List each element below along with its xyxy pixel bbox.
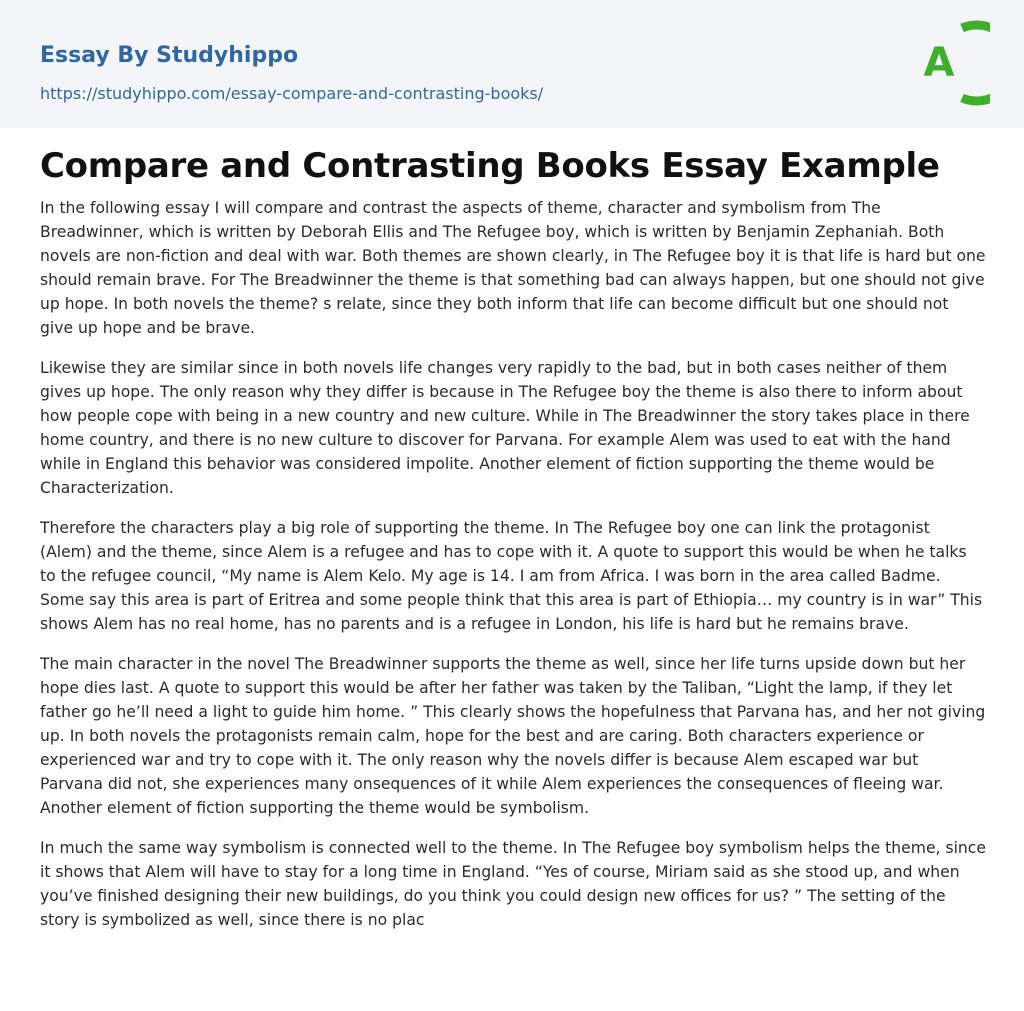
paragraph-3: Therefore the characters play a big role of supporting the theme. In The Refugee boy one can link the protagonist (Alem) and the theme, since Alem is a refugee and has to cope with it. A quote to support this would be when he talks to the refugee council, “My name is Alem Kelo. My age is 14. I am from Africa. I was born in the area called Badme. Some say this area is part of Eritrea and some people think that this area is part of Ethiopia… my country is in war” This shows Alem has no real home, has no parents and is a refugee in London, his life is hard but he remains brave. bbox=[40, 519, 983, 633]
paragraph-2: Likewise they are similar since in both novels life changes very rapidly to the bad, but in both cases neither of them gives up hope. The only reason why they differ is because in The Refugee boy the theme is also there to inform about how people cope with being in a new country and new culture. While in The Breadwinner the story takes place in there home country, and there is no new culture to discover for Parvana. For example Alem was used to eat with the hand while in England this behavior was considered impolite. Another element of fiction supporting the theme would be Characterization. bbox=[40, 359, 970, 497]
brand-title: Essay By Studyhippo bbox=[40, 43, 299, 68]
source-url-link[interactable]: https://studyhippo.com/essay-compare-and-contrasting-books/ bbox=[40, 84, 544, 103]
paragraph-5: In much the same way symbolism is connected well to the theme. In The Refugee boy symbolism helps the theme, since it shows that Alem will have to stay for a long time in England. “Yes of course, Miriam said as she stood up, and when you’ve finished designing their new buildings, do you think you could design new offices for us? ” The setting of the story is symbolized as well, since there is no plac bbox=[40, 839, 986, 929]
paragraph-1: In the following essay I will compare and contrast the aspects of theme, character and symbolism from The Breadwinner, which is written by Deborah Ellis and The Refugee boy, which is written by Benjamin Zephaniah. Both novels are non-fiction and deal with war. Both themes are shown clearly, in The Refugee boy it is that life is hard but one should remain brave. For The Breadwinner the theme is that something bad can always happen, but one should not give up hope. In both novels the theme? s relate, since they both inform that life can become difficult but one should not give up hope and be brave. bbox=[40, 199, 986, 337]
paragraph-4: The main character in the novel The Breadwinner supports the theme as well, since her life turns upside down but her hope dies last. A quote to support this would be after her father was taken by the Taliban, “Light the lamp, if they let father go he’ll need a light to guide him home. ” This clearly shows the hopefulness that Parvana has, and her not giving up. In both novels the protagonists remain calm, hope for the best and are caring. Both characters experience or experienced war and try to cope with it. The only reason why the novels differ is because Alem escaped war but Parvana did not, she experiences many onsequences of it while Alem experiences the consequences of fleeing war. Another element of fiction supporting the theme would be symbolism. bbox=[40, 655, 986, 817]
site-header bbox=[0, 0, 1024, 128]
studyhippo-logo-icon[interactable] bbox=[910, 18, 990, 108]
article bbox=[40, 142, 986, 948]
logo-letter: A bbox=[923, 40, 955, 86]
page-title: Compare and Contrasting Books Essay Example bbox=[40, 146, 940, 186]
